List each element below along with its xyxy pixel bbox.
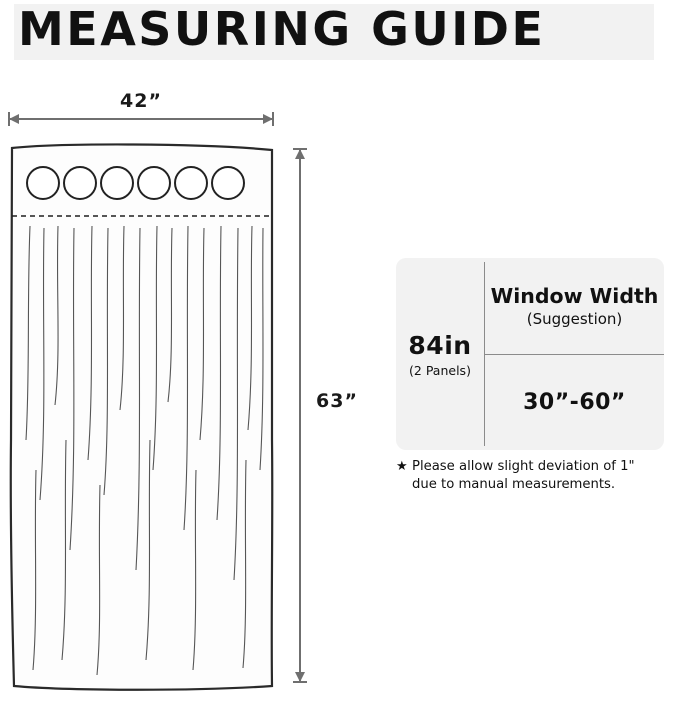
width-dimension-line	[8, 118, 274, 120]
arrow-right-icon	[263, 114, 273, 124]
grommet-icon	[212, 167, 244, 199]
height-dimension-line	[299, 148, 301, 683]
window-width-heading: Window Width	[490, 284, 659, 308]
curtain-illustration	[0, 140, 290, 696]
window-width-range-value: 30”-60”	[523, 390, 626, 415]
deviation-note-line1: Please allow slight deviation of 1"	[412, 459, 635, 474]
arrow-left-icon	[9, 114, 19, 124]
grommet-icon	[138, 167, 170, 199]
window-width-range-cell	[485, 355, 664, 450]
curtain-panel-drawing	[0, 140, 290, 696]
arrow-up-icon	[295, 149, 305, 159]
star-icon: ★	[396, 459, 408, 474]
panel-size-value: 84in	[408, 330, 472, 360]
panel-size-cell	[396, 258, 484, 450]
grommet-icon	[175, 167, 207, 199]
page-title: MEASURING GUIDE	[18, 2, 546, 56]
grommet-icon	[27, 167, 59, 199]
deviation-note	[396, 458, 676, 494]
arrow-down-icon	[295, 672, 305, 682]
grommet-icon	[101, 167, 133, 199]
size-info-card	[396, 258, 664, 450]
deviation-note-text	[412, 458, 676, 494]
height-dimension-label: 63”	[316, 390, 358, 412]
width-dimension-label: 42”	[120, 90, 162, 112]
window-width-suggestion-label: (Suggestion)	[526, 310, 623, 328]
curtain-outline	[11, 144, 273, 689]
deviation-note-line2: due to manual measurements.	[412, 476, 616, 492]
panel-count-label: (2 Panels)	[409, 362, 471, 378]
window-width-header-cell	[485, 258, 664, 354]
grommet-icon	[64, 167, 96, 199]
